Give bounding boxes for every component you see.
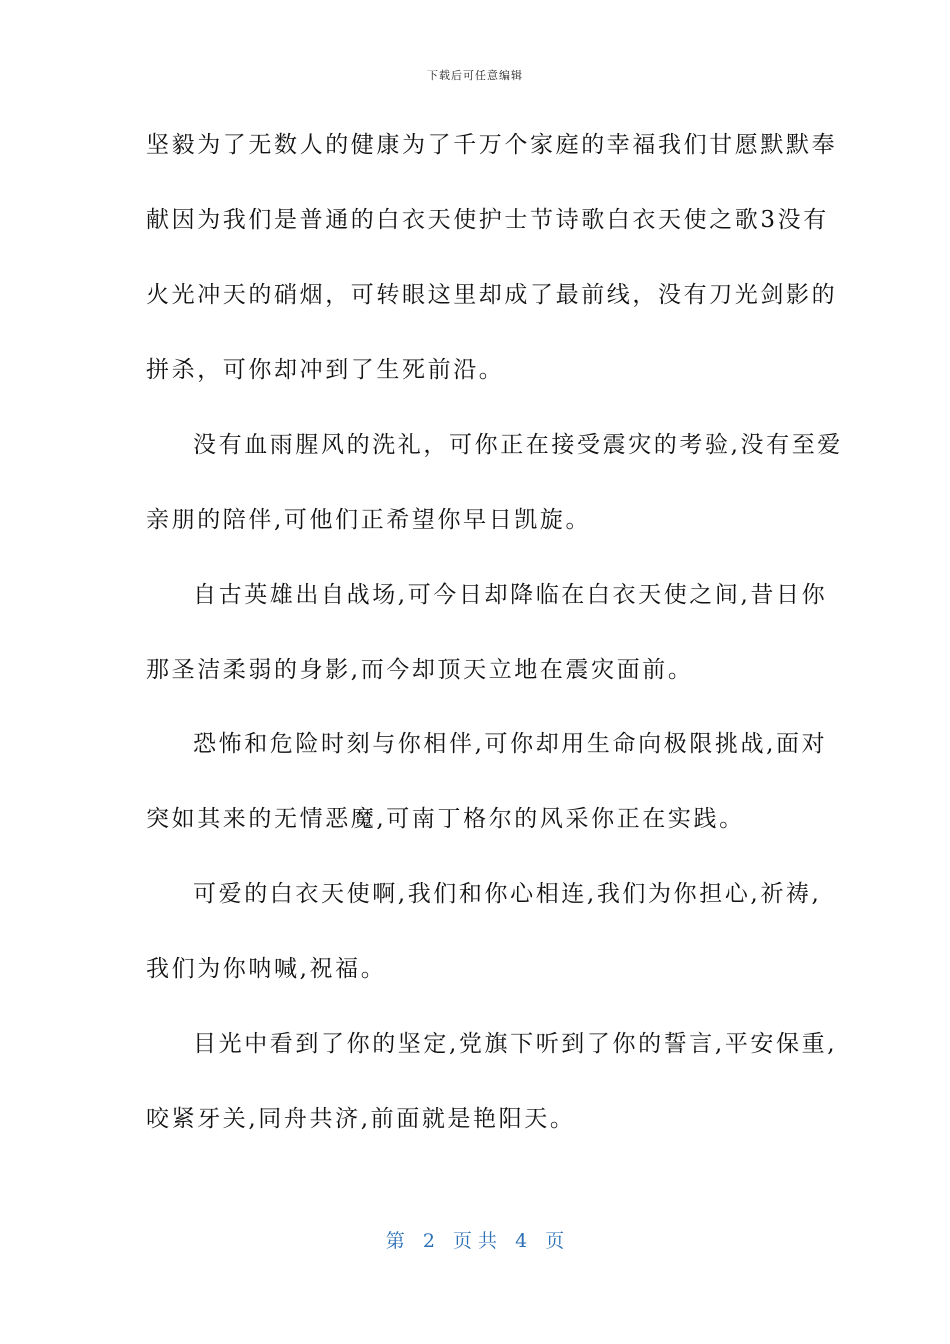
text-line: 突如其来的无情恶魔,可南丁格尔的风采你正在实践。 (146, 806, 745, 832)
text-line: 目光中看到了你的坚定,党旗下听到了你的誓言,平安保重, (193, 1031, 838, 1057)
text-line: 我们为你呐喊,祝福。 (146, 956, 387, 982)
page-prefix: 第 (385, 1230, 405, 1252)
text-line: 坚毅为了无数人的健康为了千万个家庭的幸福我们甘愿默默奉 (146, 132, 838, 158)
text-line: 拼杀，可你却冲到了生死前沿。 (146, 357, 505, 383)
text-line: 恐怖和危险时刻与你相伴,可你却用生命向极限挑战,面对 (193, 731, 828, 757)
page-header: 下载后可任意编辑 (427, 69, 523, 82)
text-line: 亲朋的陪伴,可他们正希望你早日凯旋。 (146, 507, 592, 533)
page-middle: 页 共 (452, 1230, 498, 1252)
text-line: 自古英雄出自战场,可今日却降临在白衣天使之间,昔日你 (193, 582, 828, 608)
text-line: 没有血雨腥风的洗礼，可你正在接受震灾的考验,没有至爱 (193, 432, 843, 458)
text-line: 献因为我们是普通的白衣天使护士节诗歌白衣天使之歌3没有 (146, 207, 829, 233)
text-line: 咬紧牙关,同舟共济,前面就是艳阳天。 (146, 1106, 576, 1132)
page-footer (0, 1226, 950, 1253)
text-line: 那圣洁柔弱的身影,而今却顶天立地在震灾面前。 (146, 657, 694, 683)
text-line: 可爱的白衣天使啊,我们和你心相连,我们为你担心,祈祷, (193, 881, 822, 907)
page-total: 4 (515, 1230, 528, 1252)
text-line: 火光冲天的硝烟，可转眼这里却成了最前线，没有刀光剑影的 (146, 282, 838, 308)
page-suffix: 页 (545, 1230, 565, 1252)
page-number: 2 (422, 1230, 435, 1252)
